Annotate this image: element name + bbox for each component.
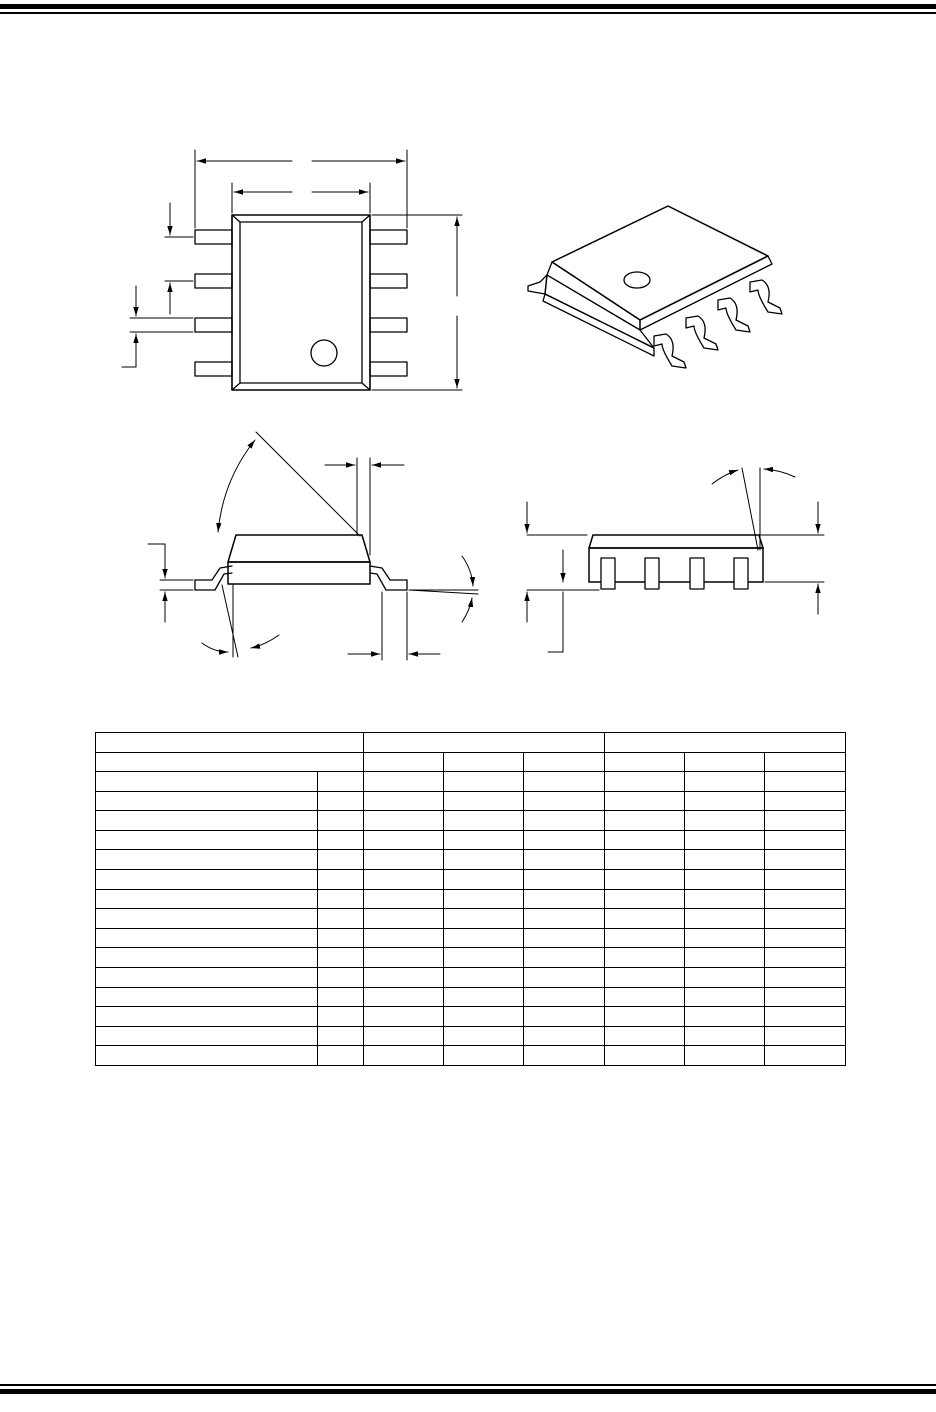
table-cell [444,830,524,850]
table-cell [444,1007,524,1027]
table-cell [96,811,318,831]
table-cell [685,850,765,870]
table-cell [364,967,444,987]
dimension-lines-top-view [122,150,462,390]
table-cell [765,987,846,1007]
table-cell [524,850,605,870]
table-cell [444,928,524,948]
table-cell [444,753,524,772]
table-cell [318,909,364,929]
table-cell [364,987,444,1007]
table-cell [444,889,524,909]
table-cell [444,987,524,1007]
table-cell [96,928,318,948]
bottom-rule-thin [0,1384,936,1386]
table-cell [96,948,318,968]
table-cell [765,850,846,870]
table-cell [96,909,318,929]
table-cell [318,928,364,948]
table-cell [685,791,765,811]
table-row [96,830,846,850]
table-cell [96,791,318,811]
table-cell [685,928,765,948]
table-cell [364,791,444,811]
table-cell [96,830,318,850]
dimension-table [95,732,846,1066]
table-cell [605,811,685,831]
table-cell [765,1026,846,1046]
table-cell [685,967,765,987]
table-cell [364,1026,444,1046]
table-cell [605,948,685,968]
table-cell [444,869,524,889]
table-cell [364,889,444,909]
table-cell [318,1026,364,1046]
table-cell [524,811,605,831]
table-cell [524,1046,605,1066]
dimension-lines-end-view [527,468,824,652]
table-cell [605,869,685,889]
table-cell [685,948,765,968]
table-cell [318,830,364,850]
table-cell [96,987,318,1007]
leads-left [195,230,232,376]
table-cell [685,869,765,889]
table-cell [685,811,765,831]
table-cell [524,772,605,792]
table-cell [96,753,364,772]
table-cell [318,791,364,811]
table-cell [524,1026,605,1046]
table-cell [444,772,524,792]
table-cell [96,850,318,870]
table-cell [605,909,685,929]
table-body [96,772,846,1066]
table-row [96,1026,846,1046]
table-cell [765,869,846,889]
table-cell [765,791,846,811]
table-cell [96,1026,318,1046]
table-cell [364,948,444,968]
side-view-drawing [148,432,478,660]
table-cell [318,772,364,792]
pin1-marker-icon [311,340,337,366]
table-row [96,987,846,1007]
table-cell [765,772,846,792]
table-cell [364,811,444,831]
table-cell [765,909,846,929]
table-cell [605,830,685,850]
table-cell [96,869,318,889]
table-cell [524,830,605,850]
table-cell [605,753,685,772]
table-cell [364,928,444,948]
table-cell [524,1007,605,1027]
table-cell [318,967,364,987]
table-cell [524,948,605,968]
table-cell [605,889,685,909]
table-header-row [96,753,846,772]
table-row [96,889,846,909]
table-cell [524,967,605,987]
table-cell [765,948,846,968]
table-cell [524,753,605,772]
table-cell [765,811,846,831]
table-cell [765,889,846,909]
table-cell [96,967,318,987]
table-cell [605,733,846,753]
table-cell [685,772,765,792]
table-cell [605,1046,685,1066]
table-cell [524,928,605,948]
table-row [96,811,846,831]
table-cell [318,850,364,870]
table-cell [765,753,846,772]
table-cell [685,830,765,850]
table-cell [524,791,605,811]
top-view-drawing [122,150,462,390]
table-cell [318,889,364,909]
dimension-lines-side-view [148,432,478,660]
table-cell [364,772,444,792]
table-cell [444,948,524,968]
table-cell [444,1046,524,1066]
table-cell [96,889,318,909]
table-cell [318,1007,364,1027]
table-row [96,791,846,811]
table-row [96,1046,846,1066]
table-cell [364,909,444,929]
table-cell [765,967,846,987]
table-cell [605,987,685,1007]
table-cell [524,909,605,929]
table-cell [524,869,605,889]
table-cell [685,987,765,1007]
table-row [96,869,846,889]
bottom-rule-thick [0,1389,936,1394]
table-cell [364,753,444,772]
table-cell [364,869,444,889]
table-cell [96,1007,318,1027]
table-row [96,772,846,792]
table-cell [96,1046,318,1066]
table-cell [96,772,318,792]
table-cell [685,1026,765,1046]
table-cell [444,811,524,831]
table-cell [605,850,685,870]
table-cell [96,733,364,753]
table-cell [364,830,444,850]
table-cell [364,1007,444,1027]
table-cell [318,948,364,968]
table-cell [444,1026,524,1046]
table-cell [318,811,364,831]
table-cell [685,889,765,909]
table-row [96,948,846,968]
table-cell [524,987,605,1007]
table-cell [364,850,444,870]
table-cell [524,889,605,909]
table-cell [765,1007,846,1027]
table-cell [364,1046,444,1066]
table-cell [765,830,846,850]
table-cell [605,791,685,811]
table-cell [765,1046,846,1066]
table-cell [685,1007,765,1027]
table-header-row [96,733,846,753]
table-row [96,928,846,948]
package-body-top [232,215,370,390]
table-cell [685,1046,765,1066]
table-cell [444,909,524,929]
table-cell [605,1007,685,1027]
table-cell [605,1026,685,1046]
table-cell [444,850,524,870]
isometric-view-drawing [528,206,782,368]
table-cell [364,733,605,753]
table-cell [318,869,364,889]
table-cell [685,909,765,929]
table-cell [605,928,685,948]
table-row [96,967,846,987]
table-cell [318,1046,364,1066]
end-view-drawing [527,468,824,652]
table-cell [605,772,685,792]
table-cell [685,753,765,772]
table-cell [444,791,524,811]
table-cell [318,987,364,1007]
table-row [96,909,846,929]
table-cell [765,928,846,948]
table-cell [444,967,524,987]
table-row [96,850,846,870]
leads-right [370,230,407,376]
table-row [96,1007,846,1027]
table-cell [605,967,685,987]
